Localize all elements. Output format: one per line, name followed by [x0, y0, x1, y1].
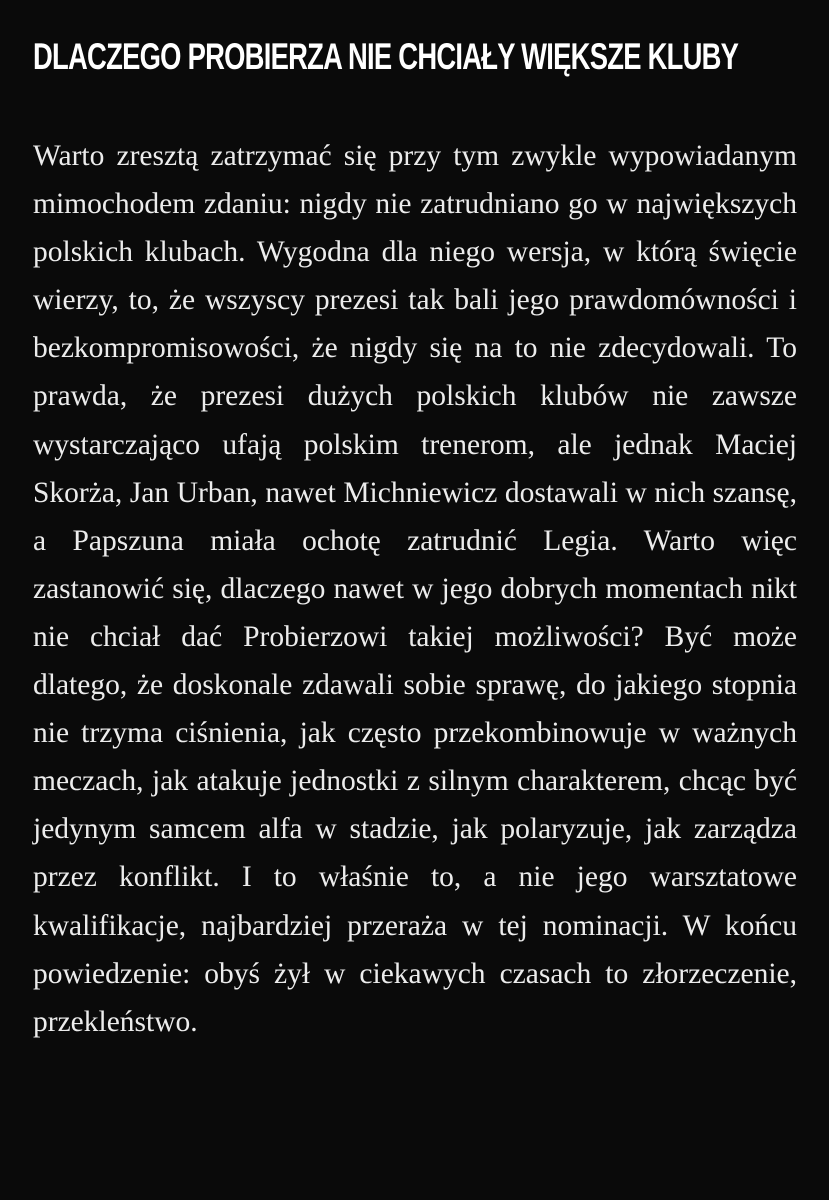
article-headline: DLACZEGO PROBIERZA NIE CHCIAŁY WIĘKSZE KLUBY [33, 36, 739, 77]
article-paragraph: Warto zresztą zatrzymać się przy tym zwykle wypowiadanym mimochodem zdaniu: nigdy nie zatrudniano go w największych polskich klubach. Wygodna dla niego wersja, w którą święcie wierzy, to, że wszyscy prezesi tak bali jego prawdomówności i bezkompromisowości, że nigdy się na to nie zdecydowali. To prawda, że prezesi dużych polskich klubów nie zawsze wystarczająco ufają polskim trenerom, ale jednak Maciej Skorża, Jan Urban, nawet Michniewicz dostawali w nich szansę, a Papszuna miała ochotę zatrudnić Legia. Warto więc zastanowić się, dlaczego nawet w jego dobrych momentach nikt nie chciał dać Probierzowi takiej możliwości? Być może dlatego, że doskonale zdawali sobie sprawę, do jakiego stopnia nie trzyma ciśnienia, jak często przekombinowuje w ważnych meczach, jak atakuje jednostki z silnym charakterem, chcąc być jedynym samcem alfa w stadzie, jak polaryzuje, jak zarządza przez konflikt. I to właśnie to, a nie jego warsztatowe kwalifikacje, najbardziej przeraża w tej nominacji. W końcu powiedzenie: obyś żył w ciekawych czasach to złorzeczenie, przekleństwo. [33, 140, 797, 1038]
